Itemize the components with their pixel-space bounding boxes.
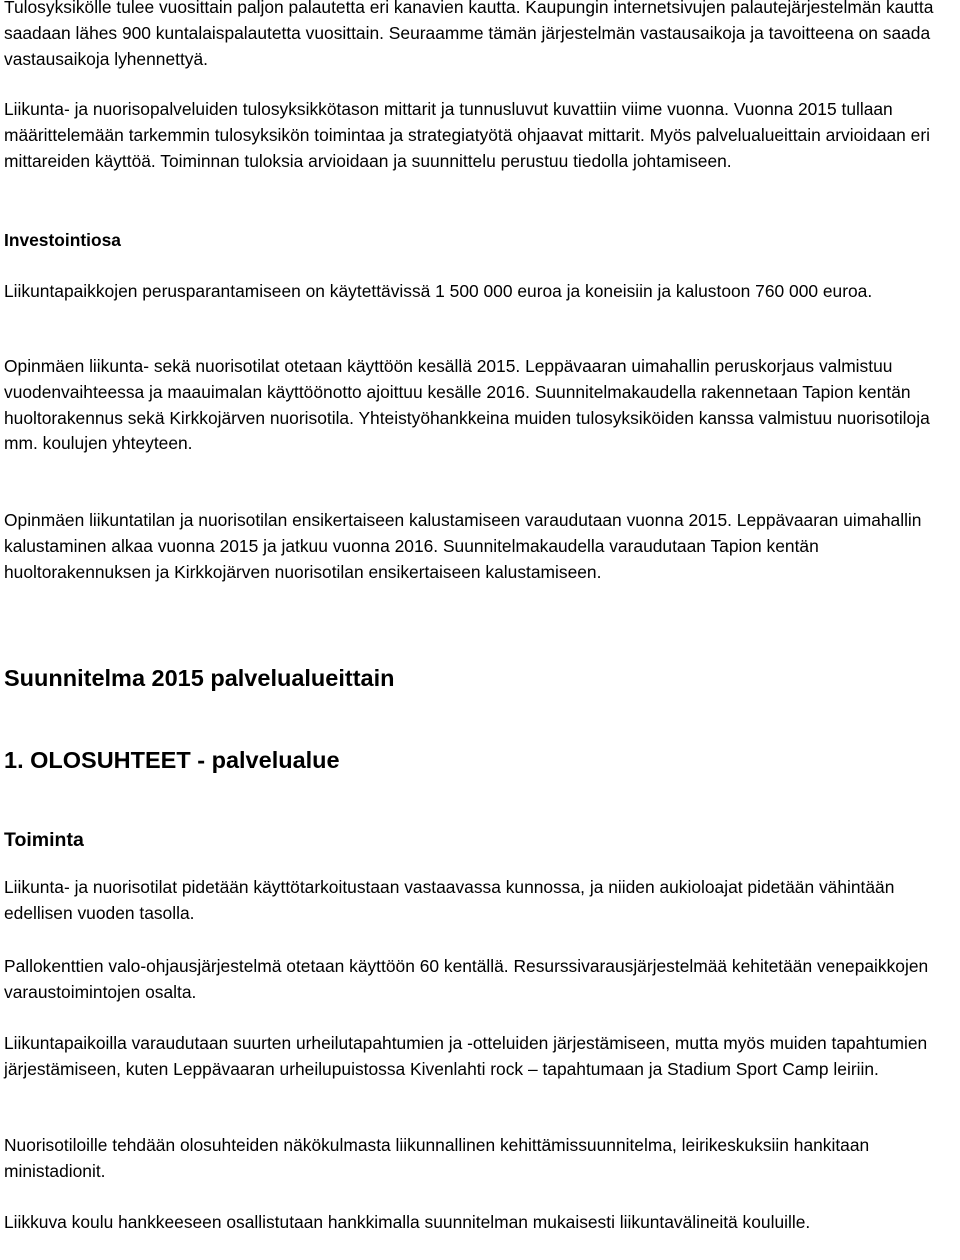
section-heading-olosuhteet: 1. OLOSUHTEET - palvelualue (4, 747, 340, 773)
toiminta-paragraph: Liikunta- ja nuorisotilat pidetään käyttötarkoitustaan vastaavassa kunnossa, ja niiden aukioloajat pidetään vähintään edellisen vuoden tasolla. (4, 877, 895, 923)
toiminta-paragraph: Liikkuva koulu hankkeeseen osallistutaan hankkimalla suunnitelman mukaisesti liikuntavälineitä kouluille. (4, 1212, 811, 1232)
feedback-paragraph: Tulosyksikölle tulee vuosittain paljon palautetta eri kanavien kautta. Kaupungin internetsivujen palautejärjestelmän kautta saadaan lähes 900 kuntalaispalautetta vuosittain. Seuraamme tämän järjestelmän vastausaikoja ja tavoitteena on saada vastausaikoja lyhennettyä. (4, 0, 934, 69)
plan-heading: Suunnitelma 2015 palvelualueittain (4, 665, 395, 691)
investment-heading: Investointiosa (4, 230, 121, 250)
investment-paragraph-furnishing: Opinmäen liikuntatilan ja nuorisotilan ensikertaiseen kalustamiseen varaudutaan vuonna 2015. Leppävaaran uimahallin kalustaminen alkaa vuonna 2015 ja jatkuu vuonna 2016. Suunnitelmakaudella varaudutaan Tapion kentän huoltorakennuksen ja Kirkkojärven nuorisotilan ensikertaiseen kalustamiseen. (4, 510, 922, 582)
investment-paragraph-projects: Opinmäen liikunta- sekä nuorisotilat otetaan käyttöön kesällä 2015. Leppävaaran uimahallin peruskorjaus valmistuu vuodenvaihteessa ja maauimalan käyttöönotto ajoittuu kesälle 2016. Suunnitelmakaudella rakennetaan Tapion kentän huoltorakennus sekä Kirkkojärven nuorisotila. Yhteistyöhankkeina muiden tulosyksiköiden kanssa valmistuu nuorisotiloja mm. koulujen yhteyteen. (4, 356, 930, 454)
toiminta-paragraph: Nuorisotiloille tehdään olosuhteiden näkökulmasta liikunnallinen kehittämissuunnitelma, leirikeskuksiin hankitaan ministadionit. (4, 1135, 870, 1181)
toiminta-paragraph: Liikuntapaikoilla varaudutaan suurten urheilutapahtumien ja -otteluiden järjestämiseen, mutta myös muiden tapahtumien järjestämiseen, kuten Leppävaaran urheilupuistossa Kivenlahti rock – tapahtumaan ja Stadium Sport Camp leiriin. (4, 1033, 928, 1079)
metrics-paragraph: Liikunta- ja nuorisopalveluiden tulosyksikkötason mittarit ja tunnusluvut kuvattiin viime vuonna. Vuonna 2015 tullaan määrittelemään tarkemmin tulosyksikön toimintaa ja strategiatyötä ohjaavat mittarit. Myös palvelualueittain arvioidaan eri mittareiden käyttöä. Toiminnan tuloksia arvioidaan ja suunnittelu perustuu tiedolla johtamiseen. (4, 99, 931, 171)
investment-paragraph-budget: Liikuntapaikkojen perusparantamiseen on käytettävissä 1 500 000 euroa ja koneisiin ja kalustoon 760 000 euroa. (4, 281, 873, 301)
toiminta-paragraph: Pallokenttien valo-ohjausjärjestelmä otetaan käyttöön 60 kentällä. Resurssivarausjärjestelmää kehitetään venepaikkojen varaustoimintojen osalta. (4, 956, 929, 1002)
subheading-toiminta: Toiminta (4, 829, 84, 851)
